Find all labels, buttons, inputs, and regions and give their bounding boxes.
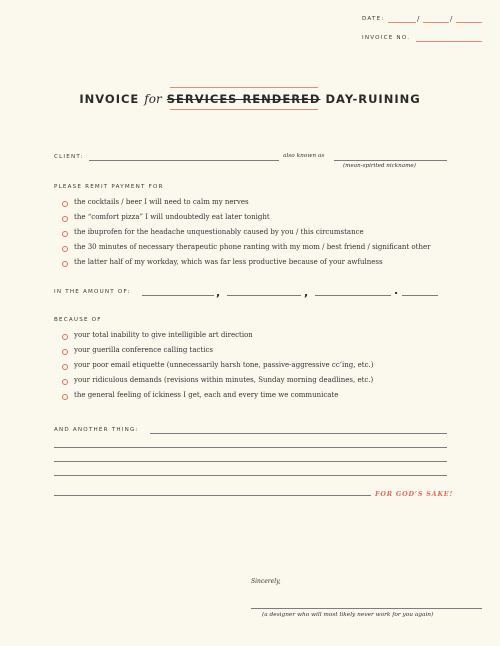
client-label: CLIENT: [54,154,84,160]
date-sep-2: / [450,15,454,23]
page-title [0,92,500,106]
date-month-line[interactable] [388,22,416,23]
remit-checkbox-5[interactable] [62,261,68,267]
date-label: DATE: [362,16,385,22]
date-year-line[interactable] [456,22,482,23]
another-line-5[interactable] [54,495,371,496]
another-line-4[interactable] [54,475,447,476]
amount-comma-1: , [216,286,221,299]
remit-checkbox-1[interactable] [62,201,68,207]
invoice-no-label: INVOICE NO. [362,35,411,41]
because-checkbox-4[interactable] [62,379,68,385]
amount-decimal: . [394,284,399,297]
because-checkbox-2[interactable] [62,349,68,355]
sincerely-label: Sincerely, [251,578,281,585]
remit-item: the cocktails / beer I will need to calm my nerves [74,198,249,206]
signature-line[interactable] [251,608,482,609]
date-sep-1: / [417,15,421,23]
remit-item: the 30 minutes of necessary therapeutic phone ranting with my mom / best friend / significant other [74,243,431,251]
title-pre: INVOICE [79,92,140,106]
because-item: your total inability to give intelligible art direction [74,331,253,339]
because-item: your poor email etiquette (unnecessarily harsh tone, passive-aggressive cc’ing, etc.) [74,361,374,369]
remit-checkbox-3[interactable] [62,231,68,237]
another-line-2[interactable] [54,447,447,448]
title-post: DAY-RUINING [325,92,421,106]
title-rule-top [170,87,318,88]
title-for: for [144,92,162,106]
because-checkbox-5[interactable] [62,394,68,400]
amount-label: IN THE AMOUNT OF: [54,289,131,295]
remit-heading: PLEASE REMIT PAYMENT FOR [54,184,164,190]
because-checkbox-3[interactable] [62,364,68,370]
title-rule-bottom [170,109,318,110]
amount-comma-2: , [304,286,309,299]
nickname-line[interactable] [334,160,447,161]
amount-field-1[interactable] [142,295,214,296]
because-heading: BECAUSE OF [54,317,102,323]
because-item: your ridiculous demands (revisions within minutes, Sunday morning deadlines, etc.) [74,376,374,384]
invoice-no-line[interactable] [416,41,482,42]
closing-exclamation: FOR GOD’S SAKE! [375,490,454,498]
because-item: the general feeling of ickiness I get, each and every time we communicate [74,391,339,399]
another-line-3[interactable] [54,461,447,462]
client-name-line[interactable] [89,160,279,161]
another-label: AND ANOTHER THING: [54,427,139,433]
nickname-caption: (mean-spirited nickname) [343,163,416,169]
amount-field-2[interactable] [227,295,301,296]
remit-item: the “comfort pizza” I will undoubtedly eat later tonight [74,213,270,221]
signature-caption: (a designer who will most likely never work for you again) [262,612,434,618]
title-struck: SERVICES RENDERED [166,92,321,106]
because-checkbox-1[interactable] [62,334,68,340]
another-line-1[interactable] [150,433,447,434]
amount-cents-field[interactable] [402,295,438,296]
date-day-line[interactable] [423,22,449,23]
aka-label: also known as [283,153,325,159]
remit-checkbox-4[interactable] [62,246,68,252]
amount-field-3[interactable] [315,295,391,296]
remit-item: the ibuprofen for the headache unquestionably caused by you / this circumstance [74,228,364,236]
because-item: your guerilla conference calling tactics [74,346,213,354]
remit-checkbox-2[interactable] [62,216,68,222]
remit-item: the latter half of my workday, which was far less productive because of your awfulness [74,258,383,266]
